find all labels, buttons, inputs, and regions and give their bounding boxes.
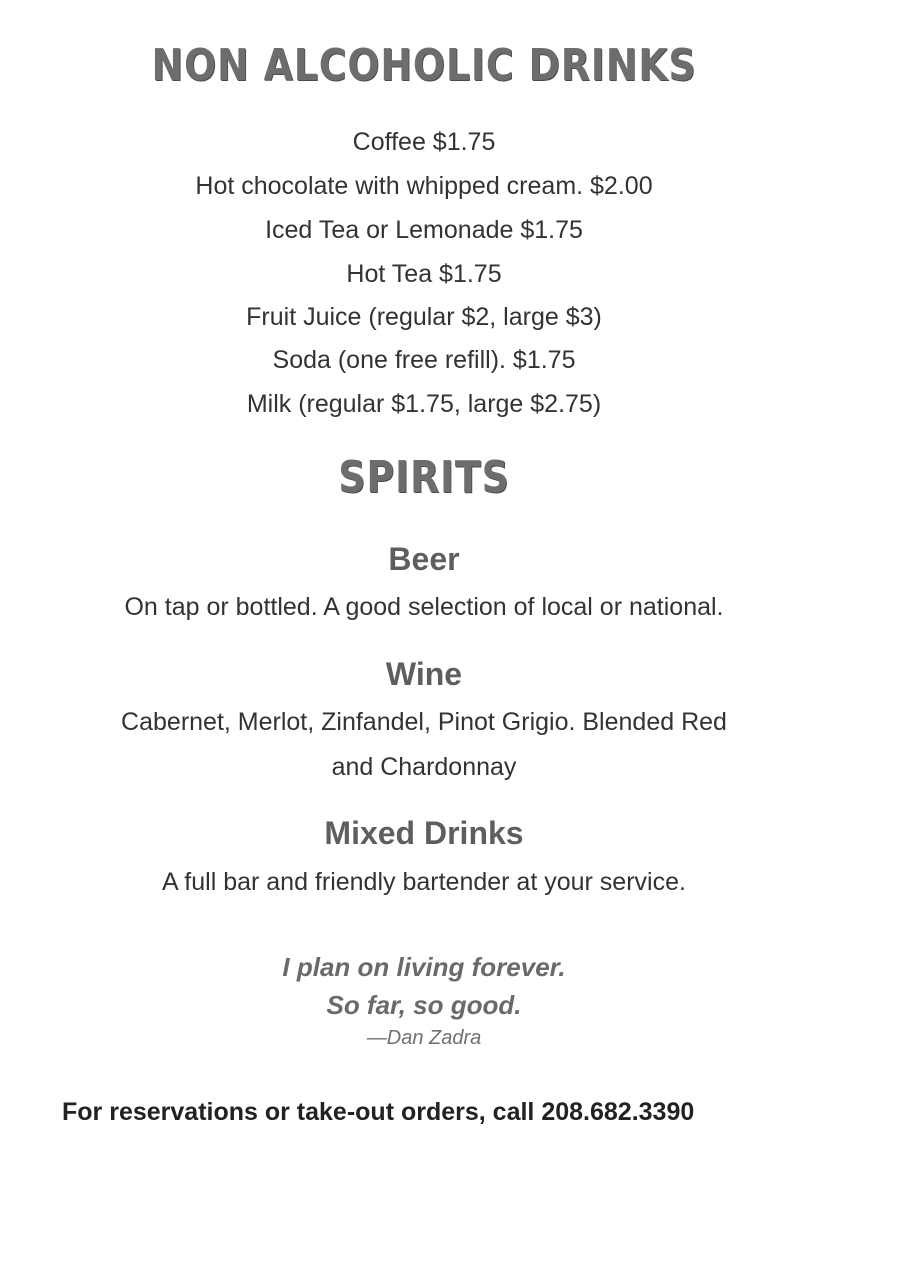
menu-item-fruit-juice: Fruit Juice (regular $2, large $3) [246, 303, 602, 331]
wine-description-line2: and Chardonnay [331, 753, 517, 781]
mixed-drinks-heading: Mixed Drinks [324, 815, 524, 851]
beer-description: On tap or bottled. A good selection of local or national. [124, 593, 724, 621]
menu-item-iced-tea: Iced Tea or Lemonade $1.75 [265, 216, 583, 244]
menu-item-milk: Milk (regular $1.75, large $2.75) [246, 390, 602, 418]
menu-item-coffee: Coffee $1.75 [352, 128, 496, 156]
reservation-footer: For reservations or take-out orders, call 208.682.3390 [62, 1098, 695, 1126]
quote-line1: I plan on living forever. [282, 952, 566, 982]
wine-description-line1: Cabernet, Merlot, Zinfandel, Pinot Grigio. Blended Red [121, 708, 727, 736]
non-alcoholic-heading: NON ALCOHOLIC DRINKS [151, 40, 697, 91]
menu-item-soda: Soda (one free refill). $1.75 [272, 346, 576, 374]
mixed-drinks-description: A full bar and friendly bartender at your service. [162, 868, 686, 896]
menu-item-hot-chocolate: Hot chocolate with whipped cream. $2.00 [195, 172, 653, 200]
quote-author: —Dan Zadra [366, 1027, 482, 1049]
menu-item-hot-tea: Hot Tea $1.75 [346, 260, 502, 288]
beer-heading: Beer [388, 541, 460, 577]
spirits-heading: SPIRITS [338, 452, 510, 503]
wine-heading: Wine [385, 656, 463, 692]
quote-line2: So far, so good. [326, 990, 522, 1020]
